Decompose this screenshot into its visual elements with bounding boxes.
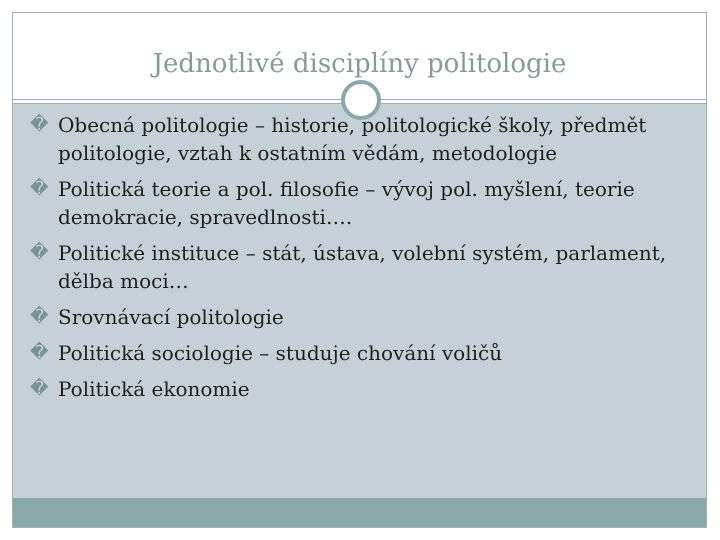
bullet-item [30, 375, 680, 403]
bullet-text: Srovnávací politologie [58, 305, 284, 329]
bullet-item [30, 111, 680, 167]
footer-band [13, 498, 706, 527]
bullet-item [30, 339, 680, 367]
bullet-marker-icon: � [30, 178, 49, 199]
bullet-text: Obecná politologie – historie, politologické školy, předmět politologie, vztah k ostatním vědám, metodologie [58, 113, 647, 165]
bullet-text: Politická sociologie – studuje chování voličů [58, 341, 503, 365]
bullet-text: Politická teorie a pol. filosofie – vývoj pol. myšlení, teorie demokracie, spravedlnosti…. [58, 177, 635, 229]
bullet-text: Politická ekonomie [58, 377, 250, 401]
bullet-text: Politické instituce – stát, ústava, volební systém, parlament, dělba moci… [58, 241, 667, 293]
bullet-marker-icon: � [30, 242, 49, 263]
slide-title: Jednotlivé disciplíny politologie [152, 49, 567, 79]
bullet-marker-icon: � [30, 342, 49, 363]
bullet-marker-icon: � [30, 306, 49, 327]
bullet-item [30, 239, 680, 295]
bullet-item [30, 303, 680, 331]
bullet-marker-icon: � [30, 378, 49, 399]
bullet-list [30, 111, 680, 411]
bullet-marker-icon: � [30, 114, 49, 135]
bullet-item [30, 175, 680, 231]
